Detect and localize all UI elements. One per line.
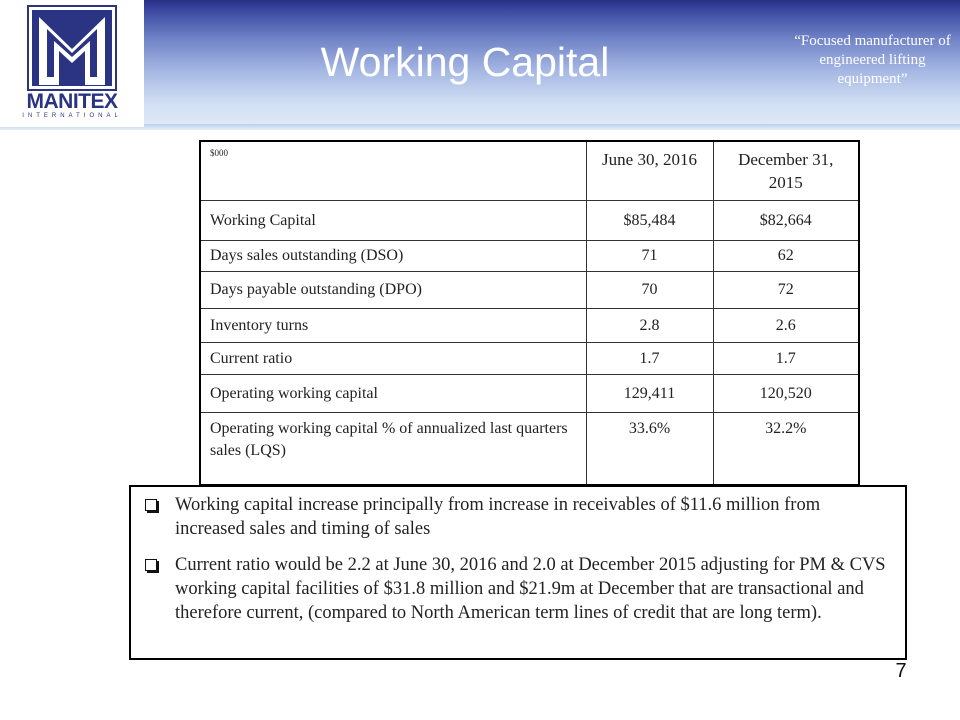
note-text: Working capital increase principally from increase in receivables of $11.6 million from increased sales and timing of sales [175, 495, 821, 539]
checkbox-bullet-icon [145, 499, 157, 511]
cell-value: 2.8 [586, 309, 713, 343]
cell-value: $85,484 [586, 201, 713, 241]
checkbox-bullet-icon [145, 559, 157, 571]
table-row [200, 201, 859, 241]
manitex-m-icon [27, 5, 117, 91]
row-label: Operating working capital % of annualized last quarters sales (LQS) [200, 413, 586, 486]
cell-value: 72 [713, 272, 859, 309]
note-item [145, 493, 891, 541]
table-row [200, 241, 859, 272]
company-logo [0, 0, 144, 127]
page-number: 7 [895, 660, 907, 682]
column-header-june-2016: June 30, 2016 [586, 141, 713, 201]
row-label: Working Capital [200, 201, 586, 241]
cell-value: 70 [586, 272, 713, 309]
slide-title: Working Capital [320, 39, 610, 85]
cell-value: $82,664 [713, 201, 859, 241]
cell-value: 129,411 [586, 375, 713, 413]
logo-wordmark: MANITEX [26, 90, 118, 113]
note-item [145, 553, 891, 625]
column-header-december-2015: December 31, 2015 [713, 141, 859, 201]
cell-value: 120,520 [713, 375, 859, 413]
row-label: Current ratio [200, 343, 586, 375]
header-divider [0, 124, 960, 130]
table-row [200, 343, 859, 375]
cell-value: 1.7 [586, 343, 713, 375]
row-label: Inventory turns [200, 309, 586, 343]
table-row [200, 375, 859, 413]
working-capital-table [199, 140, 860, 486]
cell-value: 32.2% [713, 413, 859, 486]
cell-value: 2.6 [713, 309, 859, 343]
row-label: Operating working capital [200, 375, 586, 413]
unit-label: $000 [200, 141, 586, 201]
note-text: Current ratio would be 2.2 at June 30, 2016 and 2.0 at December 2015 adjusting for PM & CVS working capital facilities of $31.8 million and $21.9m at December that are transactional and therefore current, (compared to North American term lines of credit that are long term). [175, 555, 886, 623]
table-header-row [200, 141, 859, 201]
cell-value: 62 [713, 241, 859, 272]
row-label: Days sales outstanding (DSO) [200, 241, 586, 272]
cell-value: 1.7 [713, 343, 859, 375]
table-row [200, 309, 859, 343]
row-label: Days payable outstanding (DPO) [200, 272, 586, 309]
company-tagline: “Focused manufacturer of engineered lifting equipment” [794, 33, 951, 87]
table-row [200, 272, 859, 309]
logo-subtitle: INTERNATIONAL [22, 113, 122, 119]
cell-value: 71 [586, 241, 713, 272]
notes-box [129, 485, 907, 660]
table-row [200, 413, 859, 486]
cell-value: 33.6% [586, 413, 713, 486]
